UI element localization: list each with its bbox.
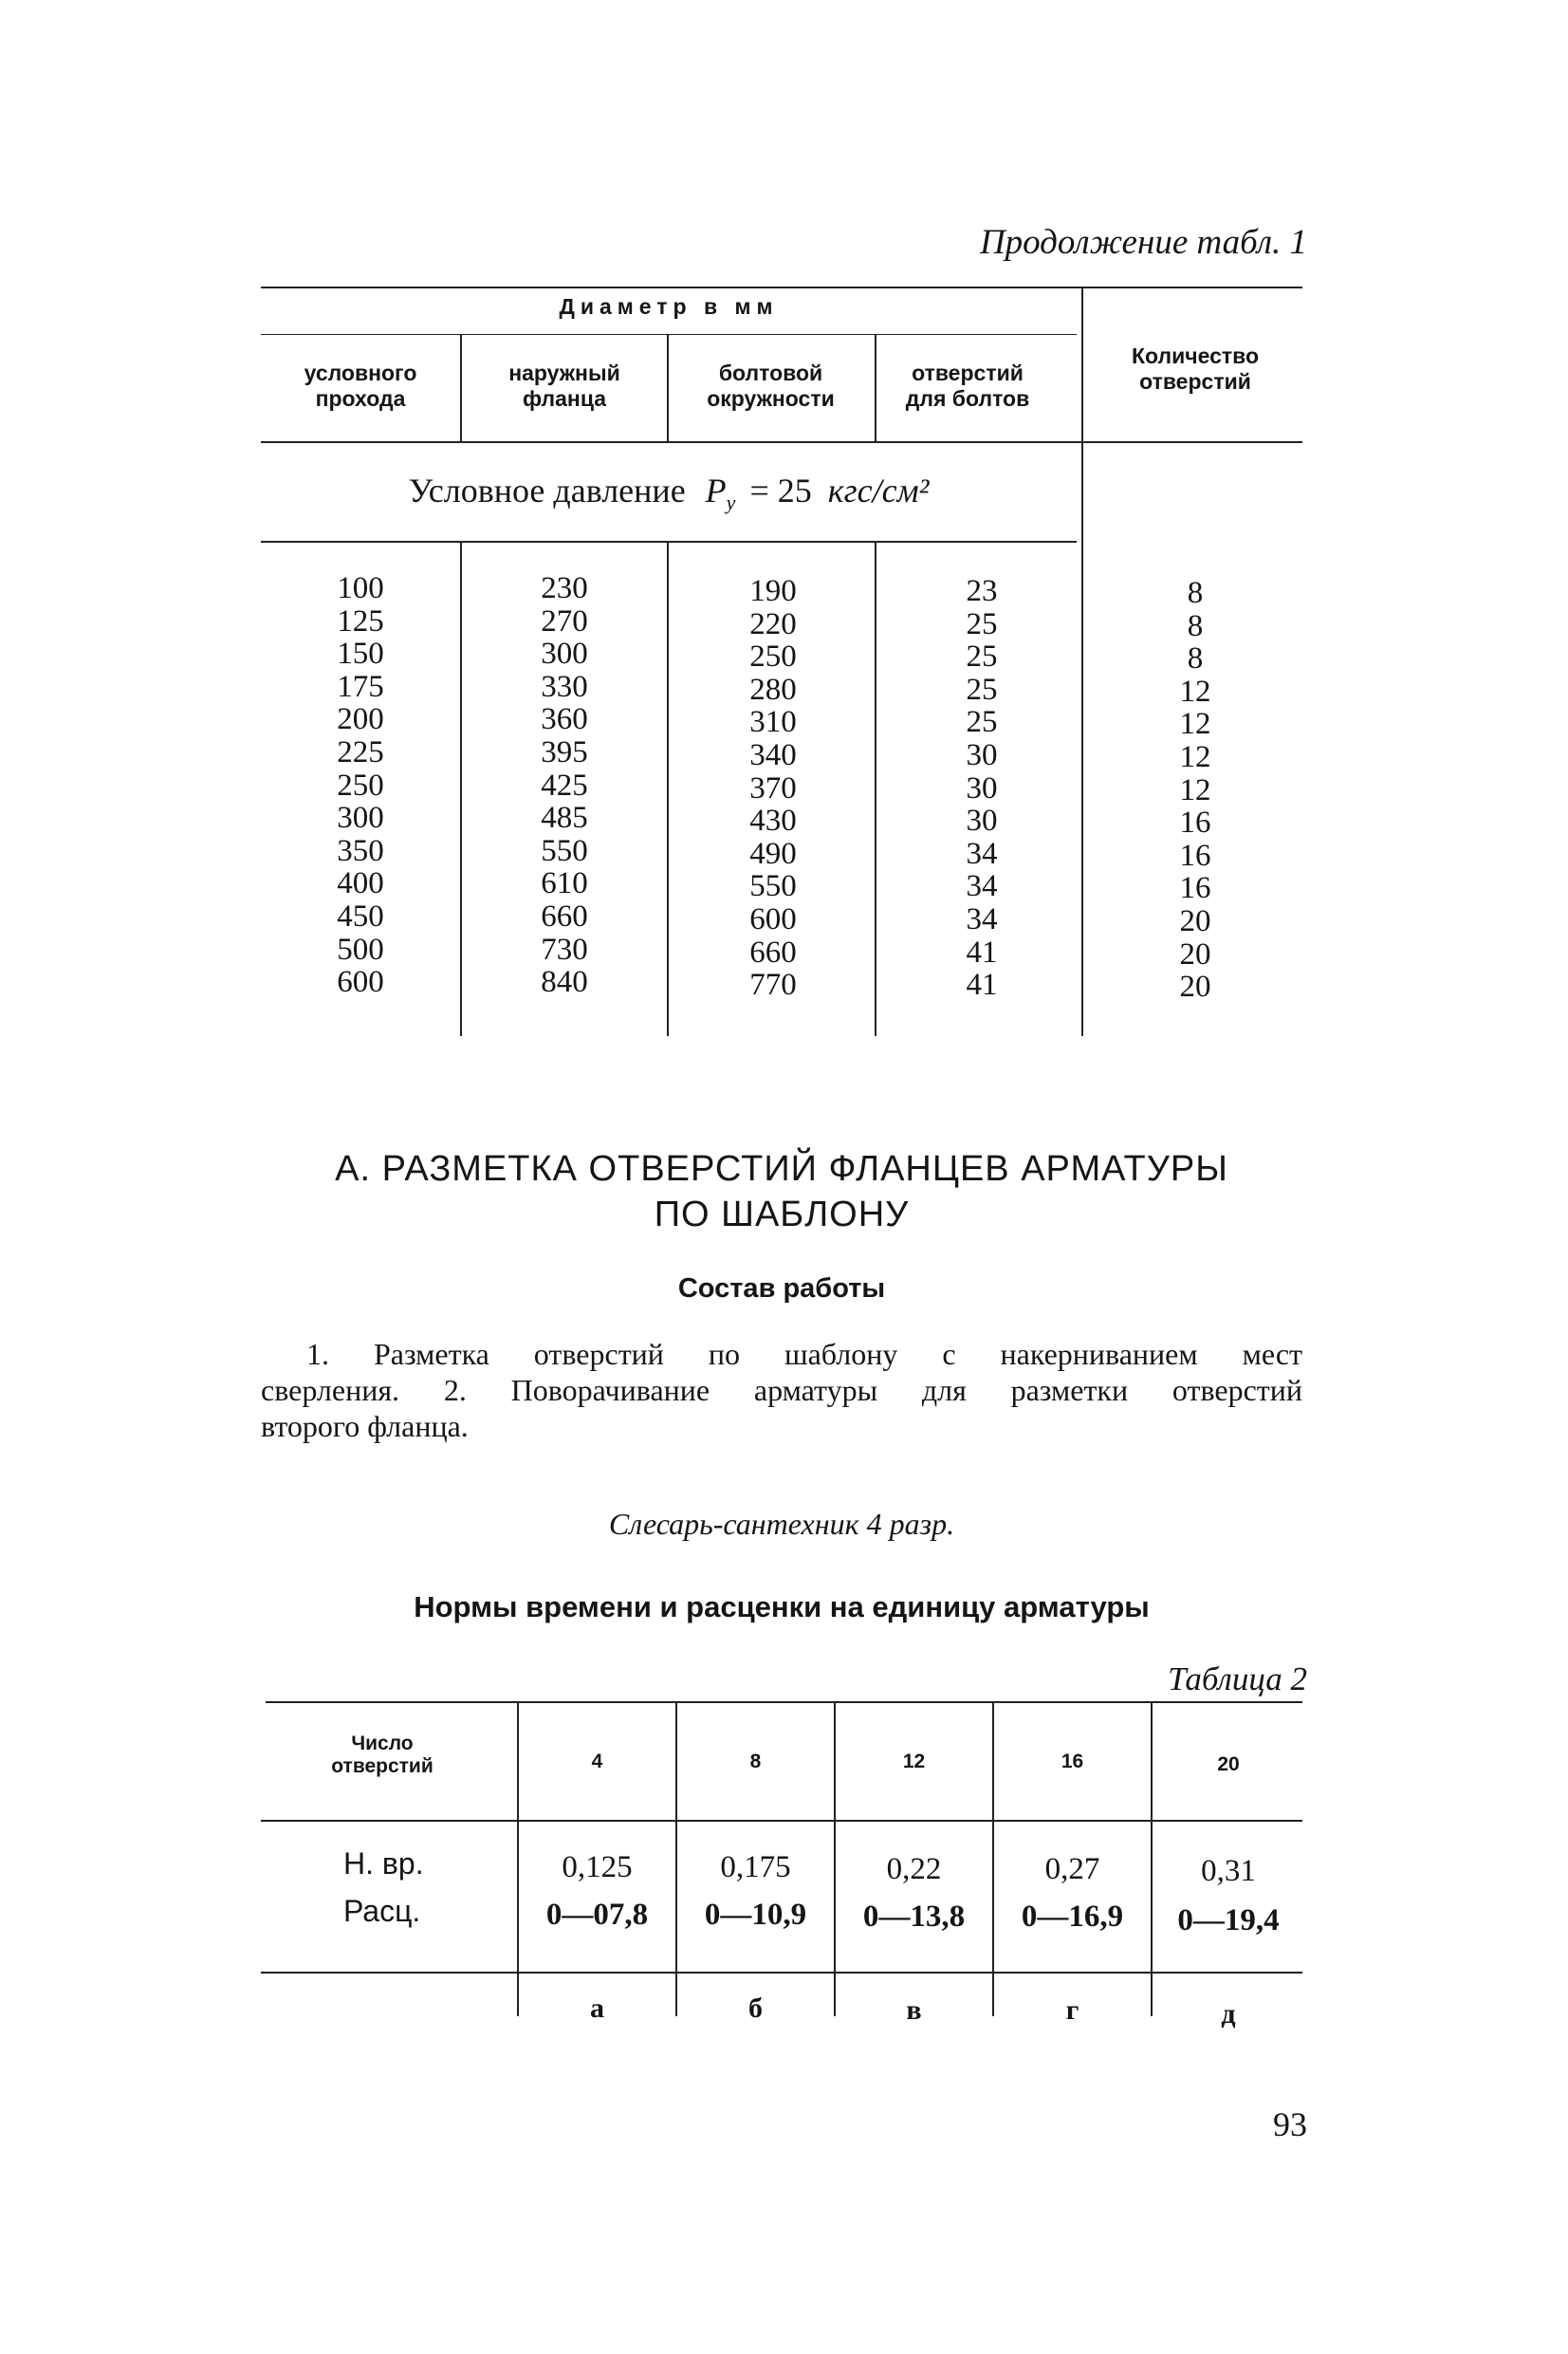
- table-1-cell: 330: [541, 669, 588, 704]
- letter-cell: д: [1221, 1998, 1236, 2030]
- count-cell: 4: [591, 1751, 603, 1772]
- table-1-cell: 610: [541, 866, 588, 901]
- table-1-cell: 370: [749, 770, 797, 806]
- table-1-cell: 395: [541, 734, 588, 769]
- table-1-cell: 220: [749, 606, 797, 641]
- table-1-cell: 25: [966, 672, 998, 707]
- table-1-cell: 730: [541, 932, 588, 967]
- table-1-cell: 25: [966, 639, 998, 675]
- pressure-unit: кгс/см²: [827, 472, 930, 510]
- table-1-cell: 20: [1179, 936, 1211, 972]
- header-bolt-holes: отверстий для болтов: [905, 361, 1030, 411]
- table-1-cell: 12: [1179, 739, 1211, 774]
- work-line-2: сверления. 2. Поворачивание арматуры для разметки отверстий: [261, 1373, 1302, 1407]
- rate-cell: 0—19,4: [1177, 1903, 1280, 1937]
- table-1-cell: 360: [541, 702, 588, 737]
- table-2-caption: Таблица 2: [1168, 1660, 1307, 1697]
- table-1-cell: 125: [337, 603, 384, 639]
- norms-title: Нормы времени и расценки на единицу арматуры: [414, 1590, 1150, 1623]
- letter-cell: г: [1065, 1994, 1079, 2026]
- header-outer: наружный фланца: [508, 361, 620, 411]
- table-1-cell: 12: [1179, 772, 1211, 807]
- diameter-group-header: Диаметр в мм: [559, 294, 779, 319]
- table-1-cell: 770: [749, 968, 797, 1003]
- table-1-cell: 300: [541, 637, 588, 672]
- pressure-symbol: P: [705, 472, 727, 510]
- table-1-cell: 30: [966, 770, 998, 806]
- work-line-3: второго фланца.: [261, 1409, 469, 1443]
- table-1-cell: 34: [966, 869, 998, 904]
- table-1-cell: 34: [966, 836, 998, 871]
- table-1-cell: 280: [749, 672, 797, 707]
- table-1-cell: 100: [337, 571, 384, 605]
- rate-cell: 0—10,9: [704, 1898, 807, 1932]
- table-1-cell: 34: [966, 901, 998, 936]
- pressure-subscript: у: [726, 491, 736, 515]
- table-1-cell: 200: [337, 702, 384, 737]
- work-line-1: 1. Разметка отверстий по шаблону с накерниванием мест: [306, 1337, 1302, 1371]
- table-1-cell: 8: [1187, 576, 1204, 610]
- table-1-cell: 485: [541, 801, 588, 836]
- work-title: Состав работы: [677, 1273, 886, 1304]
- header-bolt-circle: болтовой окружности: [707, 361, 835, 411]
- letter-cell: б: [748, 1993, 763, 2024]
- pressure-label: Условное давление: [408, 472, 686, 510]
- column-bolt-holes: [925, 575, 1039, 1002]
- table-1-cell: 500: [337, 932, 384, 967]
- table-1-cell: 175: [337, 669, 384, 704]
- table-1-cell: 350: [337, 833, 384, 868]
- table-1-cell: 16: [1179, 806, 1211, 841]
- table-1-cell: 450: [337, 899, 384, 934]
- table-1-cell: 190: [749, 574, 797, 608]
- header-hole-count: Количество отверстий: [1131, 343, 1260, 394]
- table-1-cell: 41: [966, 968, 998, 1003]
- norm-cell: 0,31: [1201, 1854, 1256, 1888]
- norm-cell: 0,27: [1044, 1852, 1100, 1886]
- continuation-caption: Продолжение табл. 1: [979, 223, 1307, 262]
- count-cell: 16: [1061, 1751, 1084, 1772]
- letter-cell: а: [590, 1993, 604, 2024]
- table-1-cell: 600: [749, 901, 797, 936]
- norm-cell: 0,125: [562, 1850, 633, 1884]
- table-1-cell: 16: [1179, 871, 1211, 906]
- pressure-value: = 25: [749, 472, 812, 510]
- section-heading: [261, 1146, 1302, 1237]
- table-1-cell: 270: [541, 603, 588, 639]
- count-cell: 8: [749, 1751, 762, 1772]
- table-1-cell: 600: [337, 965, 384, 1000]
- table-1-cell: 400: [337, 866, 384, 901]
- worker-grade: Слесарь-сантехник 4 разр.: [608, 1507, 955, 1541]
- page-number: 93: [1273, 2105, 1307, 2143]
- table-1-cell: 8: [1187, 641, 1204, 677]
- table-1-cell: 8: [1187, 608, 1204, 643]
- table-1-cell: 230: [541, 571, 588, 605]
- table-2-header-label: Число отверстий: [331, 1733, 434, 1777]
- norm-cell: 0,22: [886, 1852, 942, 1886]
- column-nominal: [304, 572, 417, 999]
- column-bolt-circle: [716, 575, 830, 1002]
- table-1-cell: 660: [541, 899, 588, 934]
- table-1-cell: 840: [541, 965, 588, 1000]
- table-1-cell: 30: [966, 804, 998, 839]
- table-1-cell: 490: [749, 836, 797, 871]
- table-1-cell: 225: [337, 734, 384, 769]
- count-cell: 20: [1217, 1753, 1240, 1775]
- row-label-rate: Расц.: [343, 1894, 421, 1928]
- table-1-cell: 430: [749, 804, 797, 839]
- table-1-cell: 300: [337, 801, 384, 836]
- table-1-cell: 41: [966, 935, 998, 970]
- column-outer: [507, 572, 621, 999]
- norm-cell: 0,175: [720, 1850, 791, 1884]
- table-1-cell: 425: [541, 768, 588, 803]
- table-1-cell: 150: [337, 637, 384, 672]
- count-cell: 12: [902, 1751, 926, 1772]
- row-label-norm: Н. вр.: [343, 1846, 424, 1881]
- work-description: [261, 1336, 1302, 1444]
- table-1-cell: 23: [966, 574, 998, 608]
- rate-cell: 0—07,8: [545, 1898, 649, 1932]
- table-1-cell: 25: [966, 606, 998, 641]
- table-1-cell: 16: [1179, 838, 1211, 873]
- table-1-cell: 20: [1179, 903, 1211, 938]
- table-1-cell: 25: [966, 705, 998, 740]
- pressure-row: [261, 471, 1077, 515]
- table-1-cell: 550: [749, 869, 797, 904]
- table-1-cell: 550: [541, 833, 588, 868]
- section-heading-line-1: А. РАЗМЕТКА ОТВЕРСТИЙ ФЛАНЦЕВ АРМАТУРЫ: [335, 1149, 1228, 1189]
- header-nominal: условного прохода: [304, 361, 417, 411]
- table-1-cell: 12: [1179, 674, 1211, 709]
- table-1-cell: 250: [749, 639, 797, 675]
- rate-cell: 0—16,9: [1021, 1900, 1124, 1934]
- table-1-cell: 660: [749, 935, 797, 970]
- column-hole-count: [1138, 577, 1252, 1004]
- section-heading-line-2: ПО ШАБЛОНУ: [654, 1195, 910, 1234]
- table-1-cell: 20: [1179, 970, 1211, 1005]
- table-1-cell: 340: [749, 737, 797, 772]
- table-1-cell: 30: [966, 737, 998, 772]
- table-1-cell: 310: [749, 705, 797, 740]
- table-1-cell: 250: [337, 768, 384, 803]
- rate-cell: 0—13,8: [862, 1900, 966, 1934]
- table-1-cell: 12: [1179, 707, 1211, 742]
- letter-cell: в: [906, 1994, 922, 2026]
